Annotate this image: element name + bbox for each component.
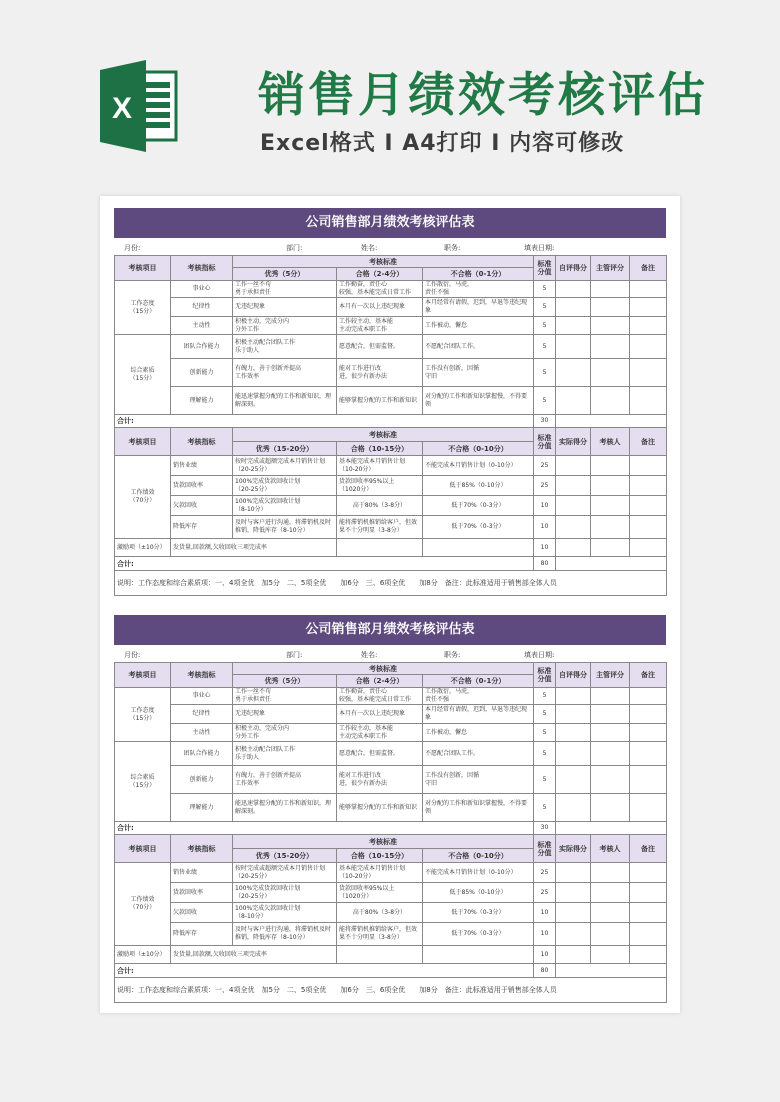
- blank: [337, 539, 423, 557]
- blank: [423, 946, 534, 964]
- info-row: [114, 238, 666, 255]
- index-cell: 事业心: [171, 688, 233, 705]
- fail-cell: 对分配的工作和新知识掌握慢，不得要领: [423, 387, 534, 415]
- index-cell: 降低库存: [171, 516, 233, 539]
- fail-cell: 低于70%（0-3分）: [423, 496, 534, 516]
- header-index: 考核指标: [171, 835, 233, 863]
- svg-text:X: X: [111, 92, 133, 125]
- score-cell: 5: [534, 298, 556, 317]
- header-score: 标准分值: [534, 835, 556, 863]
- excellent-cell: 积极主动配合团队工作 乐于助人: [233, 742, 337, 766]
- pass-cell: 工作勤奋，责任心 较强，基本能完成日常工作: [337, 688, 423, 705]
- header-standard: 考核标准: [233, 256, 534, 268]
- fail-cell: 工作没有创新，因循 守旧: [423, 766, 534, 794]
- total-blank: [556, 822, 667, 835]
- index-cell: 创新能力: [171, 359, 233, 387]
- bonus-row: [115, 946, 667, 964]
- note-input[interactable]: [630, 766, 667, 794]
- blank: [423, 539, 534, 557]
- table-row: [115, 883, 667, 903]
- self-score-input[interactable]: [556, 359, 591, 387]
- banner-subtitle: Excel格式 I A4打印 I 内容可修改: [260, 131, 625, 156]
- score-cell: 10: [534, 903, 556, 923]
- total-blank: [556, 557, 667, 571]
- score-cell: 5: [534, 688, 556, 705]
- score-cell: 5: [534, 794, 556, 822]
- manager-score-input[interactable]: [591, 387, 630, 415]
- fail-cell: 低于85%（0-10分）: [423, 476, 534, 496]
- table-row: [115, 335, 667, 359]
- header-fail: 不合格（0-1分）: [423, 268, 534, 281]
- total-value: 80: [534, 557, 556, 571]
- manager-score-input[interactable]: [591, 359, 630, 387]
- fail-cell: 低于85%（0-10分）: [423, 883, 534, 903]
- pass-cell: 愿意配合，但需监督。: [337, 335, 423, 359]
- header-actual-score: 实际得分: [556, 835, 591, 863]
- excellent-cell: 无违纪现象: [233, 705, 337, 724]
- self-score-input[interactable]: [556, 766, 591, 794]
- index-cell: 销售业绩: [171, 456, 233, 476]
- pass-cell: 能对工作进行改 进，很少有新办法: [337, 766, 423, 794]
- header-excellent: 优秀（5分）: [233, 268, 337, 281]
- total-value: 30: [534, 822, 556, 835]
- note-input[interactable]: [630, 476, 667, 496]
- note-input[interactable]: [630, 863, 667, 883]
- excellent-cell: 积极主动配合团队工作 乐于助人: [233, 335, 337, 359]
- excellent-cell: 工作一丝不苟 勇于承担责任: [233, 688, 337, 705]
- header-pass: 合格（10-15分）: [337, 442, 423, 456]
- table-row: [115, 496, 667, 516]
- excellent-cell: 有魄力，善于创新并提高 工作效率: [233, 766, 337, 794]
- fail-cell: 不能完成本月销售计划（0-10分）: [423, 863, 534, 883]
- fail-cell: 低于70%（0-3分）: [423, 516, 534, 539]
- header-item: 考核项目: [115, 256, 171, 281]
- table-row: [115, 766, 667, 794]
- note-input[interactable]: [630, 281, 667, 298]
- pass-cell: 基本能完成本月销售计划（10-20分）: [337, 456, 423, 476]
- index-cell: 货款回收率: [171, 883, 233, 903]
- actual-score-input[interactable]: [556, 883, 591, 903]
- header-score: 标准分值: [534, 428, 556, 456]
- actual-score-input[interactable]: [556, 516, 591, 539]
- info-field-label: 填表日期:: [524, 244, 555, 252]
- self-score-input[interactable]: [556, 742, 591, 766]
- self-score-input[interactable]: [556, 317, 591, 335]
- self-score-input[interactable]: [556, 335, 591, 359]
- manager-score-input[interactable]: [591, 742, 630, 766]
- pass-cell: 货款回收率95%以上 （1020分）: [337, 883, 423, 903]
- pass-cell: 愿意配合，但需监督。: [337, 742, 423, 766]
- header-fail: 不合格（0-1分）: [423, 675, 534, 688]
- note-input[interactable]: [630, 387, 667, 415]
- note-input[interactable]: [630, 496, 667, 516]
- note-input[interactable]: [630, 946, 667, 964]
- bonus-index: 发货量,回款额,欠收回收三项完成率: [171, 539, 337, 557]
- bonus-score: 10: [534, 946, 556, 964]
- banner: [0, 0, 780, 190]
- table-row: [115, 705, 667, 724]
- score-cell: 5: [534, 724, 556, 742]
- pass-cell: 能够掌握分配的工作和新知识: [337, 387, 423, 415]
- sheet-title: 公司销售部月绩效考核评估表: [114, 208, 666, 238]
- note-input[interactable]: [630, 539, 667, 557]
- total-label: 合计:: [115, 557, 534, 571]
- bonus-item: 激励项（±10分）: [115, 539, 171, 557]
- info-row: [114, 645, 666, 662]
- index-cell: 主动性: [171, 724, 233, 742]
- info-field-label: 职务:: [444, 244, 461, 252]
- header-note: 备注: [630, 663, 667, 688]
- note-input[interactable]: [630, 724, 667, 742]
- pass-cell: 能将滞销机推销给客户，但效果不十分明显（3-8分）: [337, 923, 423, 946]
- header-item: 考核项目: [115, 428, 171, 456]
- self-score-input[interactable]: [556, 281, 591, 298]
- header-note: 备注: [630, 835, 667, 863]
- excellent-cell: 能迅速掌握分配的工作和新知识，理解深刻。: [233, 387, 337, 415]
- manager-score-input[interactable]: [591, 688, 630, 705]
- table-row: [115, 298, 667, 317]
- index-cell: 货款回收率: [171, 476, 233, 496]
- table-row: [115, 742, 667, 766]
- info-field-label: 姓名:: [361, 244, 378, 252]
- actual-score-input[interactable]: [556, 923, 591, 946]
- bonus-score: 10: [534, 539, 556, 557]
- pass-cell: 本月有一次以上违纪现象: [337, 298, 423, 317]
- table-row: [115, 317, 667, 335]
- reviewer-input[interactable]: [591, 946, 630, 964]
- header-note: 备注: [630, 256, 667, 281]
- banner-title: 销售月绩效考核评估: [258, 68, 708, 123]
- fail-cell: 不能完成本月销售计划（0-10分）: [423, 456, 534, 476]
- index-cell: 欠款回收: [171, 903, 233, 923]
- info-field-label: 部门:: [286, 244, 303, 252]
- reviewer-input[interactable]: [591, 863, 630, 883]
- table-row: [115, 516, 667, 539]
- pass-cell: 基本能完成本月销售计划（10-20分）: [337, 863, 423, 883]
- total-label: 合计:: [115, 415, 534, 428]
- excel-icon: [100, 60, 180, 152]
- total-value: 30: [534, 415, 556, 428]
- table-row: [115, 476, 667, 496]
- table-row: [115, 794, 667, 822]
- note-input[interactable]: [630, 923, 667, 946]
- info-field-label: 姓名:: [361, 651, 378, 659]
- blank: [337, 946, 423, 964]
- pass-cell: 高于80%（3-8分）: [337, 903, 423, 923]
- header-score: 标准分值: [534, 256, 556, 281]
- table-row: [115, 359, 667, 387]
- total-blank: [556, 964, 667, 978]
- header-fail: 不合格（0-10分）: [423, 849, 534, 863]
- evaluation-sheet-2: [114, 615, 666, 1003]
- index-cell: 销售业绩: [171, 863, 233, 883]
- reviewer-input[interactable]: [591, 516, 630, 539]
- note-input[interactable]: [630, 317, 667, 335]
- excellent-cell: 按时完成或超额完成本月销售计划（20-25分）: [233, 456, 337, 476]
- manager-score-input[interactable]: [591, 335, 630, 359]
- reviewer-input[interactable]: [591, 903, 630, 923]
- category-cell: 工作态度 （15分）: [115, 281, 171, 335]
- pass-cell: 工作勤奋，责任心 较强，基本能完成日常工作: [337, 281, 423, 298]
- excellent-cell: 工作一丝不苟 勇于承担责任: [233, 281, 337, 298]
- table-row: [115, 863, 667, 883]
- table-row: [115, 923, 667, 946]
- actual-score-input[interactable]: [556, 539, 591, 557]
- header-reviewer: 考核人: [591, 428, 630, 456]
- bonus-item: 激励项（±10分）: [115, 946, 171, 964]
- total-blank: [556, 415, 667, 428]
- manager-score-input[interactable]: [591, 724, 630, 742]
- info-field-label: 部门:: [286, 651, 303, 659]
- index-cell: 事业心: [171, 281, 233, 298]
- header-excellent: 优秀（15-20分）: [233, 442, 337, 456]
- score-cell: 25: [534, 476, 556, 496]
- index-cell: 降低库存: [171, 923, 233, 946]
- excellent-cell: 积极主动，完成分内 分外工作: [233, 724, 337, 742]
- score-cell: 5: [534, 359, 556, 387]
- fail-cell: 不愿配合团队工作。: [423, 335, 534, 359]
- index-cell: 欠款回收: [171, 496, 233, 516]
- excellent-cell: 100%完成货款回收计划 （20-25分）: [233, 476, 337, 496]
- index-cell: 团队合作能力: [171, 335, 233, 359]
- excellent-cell: 及时与客户进行沟通，将滞销机及时推销，降低库存（8-10分）: [233, 516, 337, 539]
- pass-cell: 高于80%（3-8分）: [337, 496, 423, 516]
- actual-score-input[interactable]: [556, 456, 591, 476]
- excellent-cell: 能迅速掌握分配的工作和新知识，理解深刻。: [233, 794, 337, 822]
- index-cell: 理解能力: [171, 794, 233, 822]
- note-input[interactable]: [630, 359, 667, 387]
- header-index: 考核指标: [171, 428, 233, 456]
- header-pass: 合格（2-4分）: [337, 268, 423, 281]
- score-cell: 10: [534, 496, 556, 516]
- excellent-cell: 100%完成欠款回收计划 （8-10分）: [233, 903, 337, 923]
- actual-score-input[interactable]: [556, 496, 591, 516]
- header-self-score: 自评得分: [556, 256, 591, 281]
- note-input[interactable]: [630, 883, 667, 903]
- header-excellent: 优秀（5分）: [233, 675, 337, 688]
- table-row: [115, 387, 667, 415]
- note-input[interactable]: [630, 742, 667, 766]
- manager-score-input[interactable]: [591, 317, 630, 335]
- fail-cell: 不愿配合团队工作。: [423, 742, 534, 766]
- reviewer-input[interactable]: [591, 496, 630, 516]
- pass-cell: 本月有一次以上违纪现象: [337, 705, 423, 724]
- pass-cell: 能够掌握分配的工作和新知识: [337, 794, 423, 822]
- header-index: 考核指标: [171, 663, 233, 688]
- pass-cell: 能将滞销机推销给客户，但效果不十分明显（3-8分）: [337, 516, 423, 539]
- category-cell: 综合素质 （15分）: [115, 335, 171, 415]
- self-score-input[interactable]: [556, 387, 591, 415]
- header-pass: 合格（10-15分）: [337, 849, 423, 863]
- manager-score-input[interactable]: [591, 298, 630, 317]
- self-score-input[interactable]: [556, 794, 591, 822]
- fail-cell: 低于70%（0-3分）: [423, 903, 534, 923]
- excellent-cell: 有魄力，善于创新并提高 工作效率: [233, 359, 337, 387]
- table-row: [115, 903, 667, 923]
- header-pass: 合格（2-4分）: [337, 675, 423, 688]
- category-cell: 综合素质 （15分）: [115, 742, 171, 822]
- note-input[interactable]: [630, 794, 667, 822]
- pass-cell: 工作较主动，基本能 主动完成本职工作: [337, 317, 423, 335]
- excellent-cell: 100%完成欠款回收计划 （8-10分）: [233, 496, 337, 516]
- header-self-score: 自评得分: [556, 663, 591, 688]
- index-cell: 主动性: [171, 317, 233, 335]
- category-cell: 工作绩效 （70分）: [115, 456, 171, 539]
- fail-cell: 低于70%（0-3分）: [423, 923, 534, 946]
- header-actual-score: 实际得分: [556, 428, 591, 456]
- header-reviewer: 考核人: [591, 835, 630, 863]
- excellent-cell: 积极主动，完成分内 分外工作: [233, 317, 337, 335]
- manager-score-input[interactable]: [591, 766, 630, 794]
- category-cell: 工作绩效 （70分）: [115, 863, 171, 946]
- index-cell: 纪律性: [171, 705, 233, 724]
- index-cell: 团队合作能力: [171, 742, 233, 766]
- table-row: [115, 724, 667, 742]
- pass-cell: 货款回收率95%以上 （1020分）: [337, 476, 423, 496]
- pass-cell: 能对工作进行改 进，很少有新办法: [337, 359, 423, 387]
- fail-cell: 工作被动，懈怠: [423, 317, 534, 335]
- header-standard: 考核标准: [233, 663, 534, 675]
- score-cell: 5: [534, 335, 556, 359]
- fail-cell: 工作散衍，马虎， 责任不强: [423, 281, 534, 298]
- header-item: 考核项目: [115, 835, 171, 863]
- actual-score-input[interactable]: [556, 863, 591, 883]
- note-input[interactable]: [630, 335, 667, 359]
- index-cell: 创新能力: [171, 766, 233, 794]
- evaluation-sheet-1: [114, 208, 666, 596]
- score-cell: 10: [534, 516, 556, 539]
- note-input[interactable]: [630, 516, 667, 539]
- header-standard: 考核标准: [233, 428, 534, 442]
- score-cell: 25: [534, 456, 556, 476]
- score-cell: 5: [534, 766, 556, 794]
- reviewer-input[interactable]: [591, 923, 630, 946]
- table-attitude-quality: [114, 662, 667, 1003]
- manager-score-input[interactable]: [591, 705, 630, 724]
- header-item: 考核项目: [115, 663, 171, 688]
- score-cell: 5: [534, 742, 556, 766]
- manager-score-input[interactable]: [591, 794, 630, 822]
- excellent-cell: 100%完成货款回收计划 （20-25分）: [233, 883, 337, 903]
- excellent-cell: 无违纪现象: [233, 298, 337, 317]
- sheet-title: 公司销售部月绩效考核评估表: [114, 615, 666, 645]
- actual-score-input[interactable]: [556, 946, 591, 964]
- bonus-row: [115, 539, 667, 557]
- score-cell: 5: [534, 387, 556, 415]
- fail-cell: 本月经常有请假，迟到，早退等违纪现象: [423, 298, 534, 317]
- note-input[interactable]: [630, 456, 667, 476]
- note-input[interactable]: [630, 298, 667, 317]
- excellent-cell: 按时完成或超额完成本月销售计划（20-25分）: [233, 863, 337, 883]
- fail-cell: 工作散衍，马虎， 责任不强: [423, 688, 534, 705]
- note-input[interactable]: [630, 903, 667, 923]
- score-cell: 5: [534, 705, 556, 724]
- info-field-label: 职务:: [444, 651, 461, 659]
- note-input[interactable]: [630, 688, 667, 705]
- score-cell: 25: [534, 883, 556, 903]
- header-note: 备注: [630, 428, 667, 456]
- total-label: 合计:: [115, 822, 534, 835]
- self-score-input[interactable]: [556, 298, 591, 317]
- index-cell: 纪律性: [171, 298, 233, 317]
- total-label: 合计:: [115, 964, 534, 978]
- header-manager-score: 主管评分: [591, 256, 630, 281]
- fail-cell: 工作没有创新，因循 守旧: [423, 359, 534, 387]
- info-field-label: 月份:: [124, 651, 141, 659]
- manager-score-input[interactable]: [591, 281, 630, 298]
- header-index: 考核指标: [171, 256, 233, 281]
- score-cell: 10: [534, 923, 556, 946]
- fail-cell: 工作被动，懈怠: [423, 724, 534, 742]
- self-score-input[interactable]: [556, 724, 591, 742]
- header-standard: 考核标准: [233, 835, 534, 849]
- excellent-cell: 及时与客户进行沟通，将滞销机及时推销，降低库存（8-10分）: [233, 923, 337, 946]
- bonus-index: 发货量,回款额,欠收回收三项完成率: [171, 946, 337, 964]
- score-cell: 5: [534, 281, 556, 298]
- info-field-label: 月份:: [124, 244, 141, 252]
- actual-score-input[interactable]: [556, 476, 591, 496]
- info-field-label: 填表日期:: [524, 651, 555, 659]
- pass-cell: 工作较主动，基本能 主动完成本职工作: [337, 724, 423, 742]
- table-row: [115, 456, 667, 476]
- reviewer-input[interactable]: [591, 539, 630, 557]
- reviewer-input[interactable]: [591, 883, 630, 903]
- header-score: 标准分值: [534, 663, 556, 688]
- fail-cell: 对分配的工作和新知识掌握慢，不得要领: [423, 794, 534, 822]
- note-input[interactable]: [630, 705, 667, 724]
- score-cell: 25: [534, 863, 556, 883]
- explanation-note: 说明：工作态度和综合素质项：一、4项全优 加5分 二、5项全优 加6分 三、6项全优 加8分 备注：此标准适用于销售部全体人员: [115, 571, 667, 596]
- total-value: 80: [534, 964, 556, 978]
- table-row: [115, 281, 667, 298]
- explanation-note: 说明：工作态度和综合素质项：一、4项全优 加5分 二、5项全优 加6分 三、6项全优 加8分 备注：此标准适用于销售部全体人员: [115, 978, 667, 1003]
- header-fail: 不合格（0-10分）: [423, 442, 534, 456]
- score-cell: 5: [534, 317, 556, 335]
- category-cell: 工作态度 （15分）: [115, 688, 171, 742]
- header-excellent: 优秀（15-20分）: [233, 849, 337, 863]
- self-score-input[interactable]: [556, 688, 591, 705]
- fail-cell: 本月经常有请假，迟到，早退等违纪现象: [423, 705, 534, 724]
- table-row: [115, 688, 667, 705]
- reviewer-input[interactable]: [591, 476, 630, 496]
- actual-score-input[interactable]: [556, 903, 591, 923]
- index-cell: 理解能力: [171, 387, 233, 415]
- header-manager-score: 主管评分: [591, 663, 630, 688]
- reviewer-input[interactable]: [591, 456, 630, 476]
- self-score-input[interactable]: [556, 705, 591, 724]
- table-attitude-quality: [114, 255, 667, 596]
